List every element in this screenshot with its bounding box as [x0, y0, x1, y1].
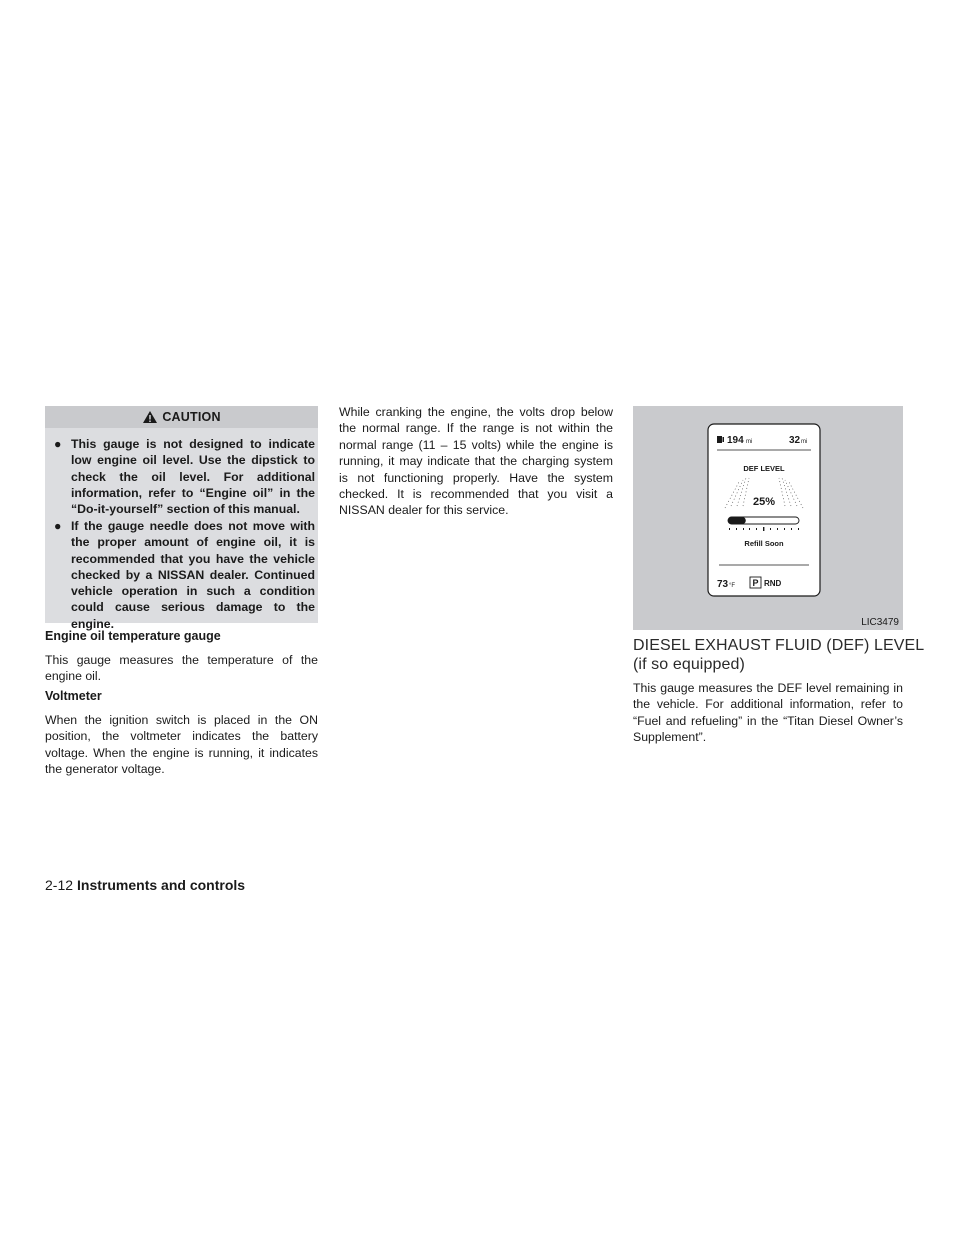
voltmeter-body: When the ignition switch is placed in the ON position, the voltmeter indicates the battery voltage. When the engine is running, it indicates the generator voltage.: [45, 713, 318, 777]
voltmeter-heading: Voltmeter: [45, 689, 102, 703]
caution-title: CAUTION: [162, 410, 221, 424]
section-title: Instruments and controls: [77, 877, 246, 893]
caution-bullet-text: If the gauge needle does not move with the proper amount of engine oil, it is recommended that you have the vehicle checked by a NISSAN dealer. Continued vehicle operation in such a condition could cause serious damage to the engine.: [71, 519, 315, 631]
def-heading: DIESEL EXHAUST FLUID (DEF) LEVEL (if so equipped): [633, 637, 924, 673]
range-unit: mi: [746, 439, 753, 445]
trip-unit: mi: [801, 439, 808, 445]
bullet-icon: ●: [54, 519, 62, 533]
def-message: Refill Soon: [744, 539, 784, 548]
fuel-pump-icon: [717, 436, 724, 443]
caution-header: [45, 406, 318, 428]
voltmeter-body-continued: While cranking the engine, the volts drop below the normal range. If the range is not within the normal range (11 – 15 volts) while the engine is running, it may indicate that the charging system is not functioning properly. Have the system checked. It is recommended that you visit a NISSAN dealer for this service.: [339, 405, 613, 518]
caution-box: [45, 406, 318, 631]
trip-value: 32: [789, 435, 801, 446]
def-title: DEF LEVEL: [743, 464, 785, 473]
range-value: 194: [727, 435, 744, 446]
gear-selected: P: [752, 578, 759, 588]
bullet-icon: ●: [54, 437, 62, 451]
caution-bullet-text: This gauge is not designed to indicate low engine oil level. Use the dipstick to check the oil level. For additional information, refer to “Engine oil” in the “Do-it-yourself” section of this manual.: [71, 437, 315, 517]
def-bar-fill: [728, 517, 746, 524]
gears-other: RND: [764, 579, 782, 588]
page-footer: [45, 877, 245, 893]
oil-temp-heading: Engine oil temperature gauge: [45, 629, 221, 643]
def-display-illustration: [633, 406, 903, 630]
outside-temp: 73: [717, 579, 729, 590]
def-level-figure: [633, 406, 903, 630]
warning-triangle-icon: [142, 410, 158, 424]
page-number: 2-12: [45, 877, 74, 893]
figure-code: LIC3479: [861, 617, 899, 628]
oil-temp-body: This gauge measures the temperature of the engine oil.: [45, 653, 318, 684]
def-body: This gauge measures the DEF level remaining in the vehicle. For additional information, refer to “Fuel and refueling” in the “Titan Diesel Owner’s Supplement”.: [633, 681, 903, 745]
temp-unit: °F: [729, 583, 736, 589]
def-percent: 25%: [752, 496, 776, 508]
